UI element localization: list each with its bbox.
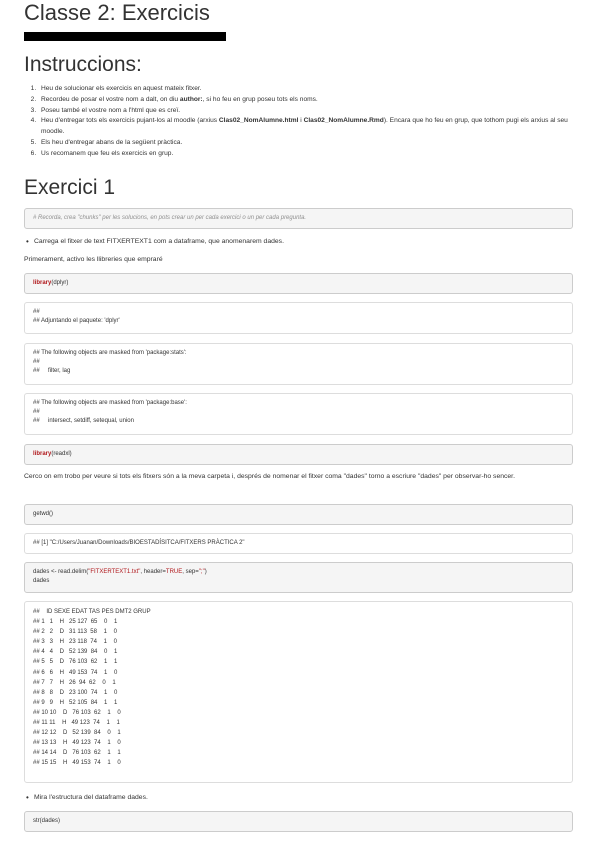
instructions-list — [24, 84, 568, 160]
paragraph-files: Cerco on em trobo per veure si tots els fitxers són a la meva carpeta i, després de nomenar el fitxer coma "dades" torno a escriure "dades" per observar-ho sencer. — [24, 473, 515, 480]
instruction-item: 5. Els heu d'entregar abans de la següent pràctica. — [38, 138, 568, 149]
output-masked-base: ## The following objects are masked from 'package:base': ## ## intersect, setdiff, setequal, union — [24, 393, 573, 435]
redacted-author — [24, 32, 226, 41]
instruction-item: 1. Heu de solucionar els exercicis en aquest mateix fitxer. — [38, 84, 568, 95]
comment-block: # Recorda, crea "chunks" per les solucions, en pots crear un per cada exercici o un per cada pregunta. — [24, 208, 573, 229]
output-getwd: ## [1] "C:/Users/Juanan/Downloads/BIOESTADÍSITCA/FITXERS PRÀCTICA 2" — [24, 533, 573, 554]
bullet-load-file: • Carrega el fitxer de text FITXERTEXT1 com a dataframe, que anomenarem dades. — [34, 237, 284, 247]
output-masked-stats: ## The following objects are masked from 'package:stats': ## ## filter, lag — [24, 343, 573, 385]
bullet-structure: • Mira l'estructura del dataframe dades. — [34, 793, 148, 803]
code-library-dplyr: library(dplyr) — [24, 273, 573, 294]
instruction-item: 4. Heu d'entregar tots els exercicis pujant-los al moodle (arxius Clas02_NomAlumne.html i Clas02_NomAlumne.Rmd). Encara que ho feu en grup, que tothom pugi els arxius al seu moodle. — [38, 116, 568, 138]
instruction-item: 6. Us recomanem que feu els exercicis en grup. — [38, 149, 568, 160]
instruction-item: 3. Poseu també el vostre nom a l'html que es creï. — [38, 106, 568, 117]
code-getwd: getwd() — [24, 504, 573, 525]
output-attach: ## ## Adjuntando el paquete: 'dplyr' — [24, 302, 573, 334]
exercise-1-heading: Exercici 1 — [24, 176, 116, 199]
paragraph-libraries: Primerament, activo les llibreries que empraré — [24, 256, 163, 263]
page-title: Classe 2: Exercicis — [24, 0, 210, 25]
instructions-heading: Instruccions: — [24, 53, 142, 76]
instruction-item: 2. Recordeu de posar el vostre nom a dalt, on diu author:, si ho feu en grup poseu tots els noms. — [38, 95, 568, 106]
code-read-delim: dades <- read.delim("FITXERTEXT1.txt", header=TRUE, sep=";") dades — [24, 562, 573, 593]
output-dades-table: ## ID SEXE EDAT TAS PES DMT2 GRUP ## 1 1 H 25 127 65 0 1 ## 2 2 D 31 113 58 1 0 ## 3 3 H 23 118 74 1 0 ## 4 4 D 52 139 84 0 1 ## 5 5 D 76 103 62 1 1 ## 6 6 H 49 153 74 1 0 ## 7 7 H 26 94 62 0 1 ## 8 8 D 23 100 74 1 0 ## 9 9 H 52 105 84 1 1 ## 10 10 D 76 103 62 1 0 ## 11 11 H 49 123 74 1 1 ## 12 12 D 52 139 84 0 1 ## 13 13 H 49 123 74 1 0 ## 14 14 D 76 103 62 1 1 ## 15 15 H 49 153 74 1 0 — [24, 601, 573, 783]
code-str: str(dades) — [24, 811, 573, 832]
code-library-readxl: library(readxl) — [24, 444, 573, 465]
